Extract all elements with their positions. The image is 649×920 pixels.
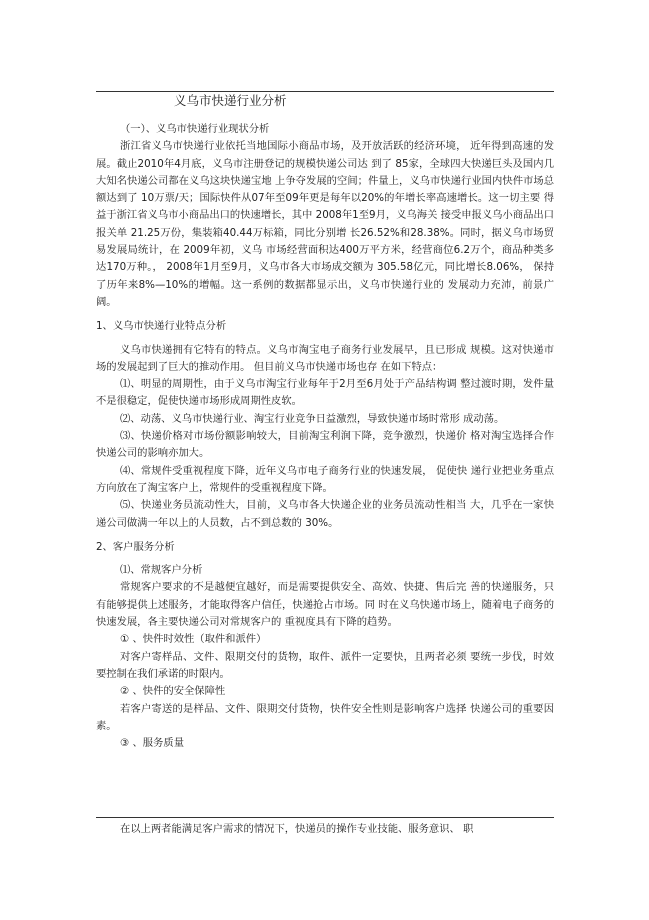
heading-industry-features: 1、义乌市快递行业特点分析 — [96, 320, 227, 333]
document-title: 义乌市快递行业分析 — [174, 93, 287, 108]
page-bottom-cut — [96, 818, 554, 838]
paragraph-market-status: 浙江省义乌市快递行业依托当地国际小商品市场，及开放活跃的经济环境， 近年得到高速的发展。截止2010年4月底，义乌市注册登记的规模快递公司达 到了 85家，全球四大快递巨头及国内几大知名快递公司都在义乌这块快递宝地 上争夺发展的空间；件量上，义乌市快递行业国内快件市场总额达到了 10万票/天；国际快件从07年至09年更是每年以20%的年增长率高速增长。这一切主要 得益于浙江省义乌市小商品出口的快速增长，其中 2008年1至9月，义乌海关 接受申报义乌小商品出口报关单 21.25万份，集装箱40.44万标箱，同比分别增 长26.52%和28.38%。同时，据义乌市场贸易发展局统计，在 2009年初，义乌 市场经营面积达400万平方米，经营商位6.2万个，商品种类多达170万种。， 2008年1月至9月，义乌市各大市场成交额为 305.58亿元，同比增长8.06%， 保持了历年来8%—10%的增幅。这一系例的数据都显示出，义乌市快递行业的 发展动力充沛，前景广阔。 — [96, 140, 554, 308]
document-page — [96, 92, 554, 752]
paragraph-safety: 若客户寄送的是样品、文件、限期交付货物，快件安全性则是影响客户选择 快递公司的重要因素。 — [96, 702, 554, 732]
subheading-regular-customers: ⑴、常规客户分析 — [120, 564, 203, 577]
feature-point-4: ⑷、常规件受重视程度下降，近年义乌市电子商务行业的快速发展， 促使快 递行业把业务重点方向放在了淘宝客户上，常规件的受重视程度下降。 — [96, 464, 554, 494]
subheading-safety: ② 、快件的安全保障性 — [120, 685, 226, 698]
subheading-service-quality: ③ 、服务质量 — [120, 737, 184, 750]
feature-point-2: ⑵、动荡、义乌市快递行业、淘宝行业竞争日益激烈，导致快递市场时常形 成动荡。 — [120, 412, 505, 425]
section-heading: （一）、义乌市快递行业现状分析 — [120, 123, 270, 135]
subheading-timeliness: ① 、快件时效性（取件和派件） — [120, 633, 267, 646]
feature-point-3: ⑶、快递价格对市场份额影响较大，目前淘宝利润下降，竞争激烈，快递价 格对淘宝选择合作快递公司的影响亦加大。 — [96, 430, 554, 460]
paragraph-timeliness: 对客户寄样品、文件、限期交付的货物，取件、派件一定要快，且两者必须 要统一步伐，时效要控制在我们承诺的时限内。 — [96, 650, 554, 680]
feature-point-5: ⑸、快递业务员流动性大，目前，义乌市各大快递企业的业务员流动性相当 大，几乎在一家快递公司做满一年以上的人员数，占不到总数的 30%。 — [96, 499, 554, 529]
feature-point-1: ⑴、明显的周期性，由于义乌市淘宝行业每年于2月至6月处于产品结构调 整过渡时期，发件量不是很稳定，促使快递市场形成周期性皮软。 — [96, 378, 554, 408]
paragraph-features-intro: 义乌市快递拥有它特有的特点。义乌市淘宝电子商务行业发展早，且已形成 规模。这对快递市场的发展起到了巨大的推动作用。 但目前义乌市快递市场也存 在如下特点： — [96, 343, 554, 373]
heading-customer-service: 2、客户服务分析 — [96, 540, 175, 553]
paragraph-cut-line: 在以上两者能满足客户需求的情况下，快递员的操作专业技能、服务意识、 职 — [120, 823, 474, 835]
paragraph-regular-customers: 常规客户要求的不是越便宜越好，而是需要提供安全、高效、快捷、售后完 善的快递服务，只有能够提供上述服务，才能取得客户信任，快递抢占市场。同 时在义乌快递市场上，随着电子商务的快速发展，各主要快递公司对常规客户的 重视度具有下降的趋势。 — [96, 581, 554, 629]
